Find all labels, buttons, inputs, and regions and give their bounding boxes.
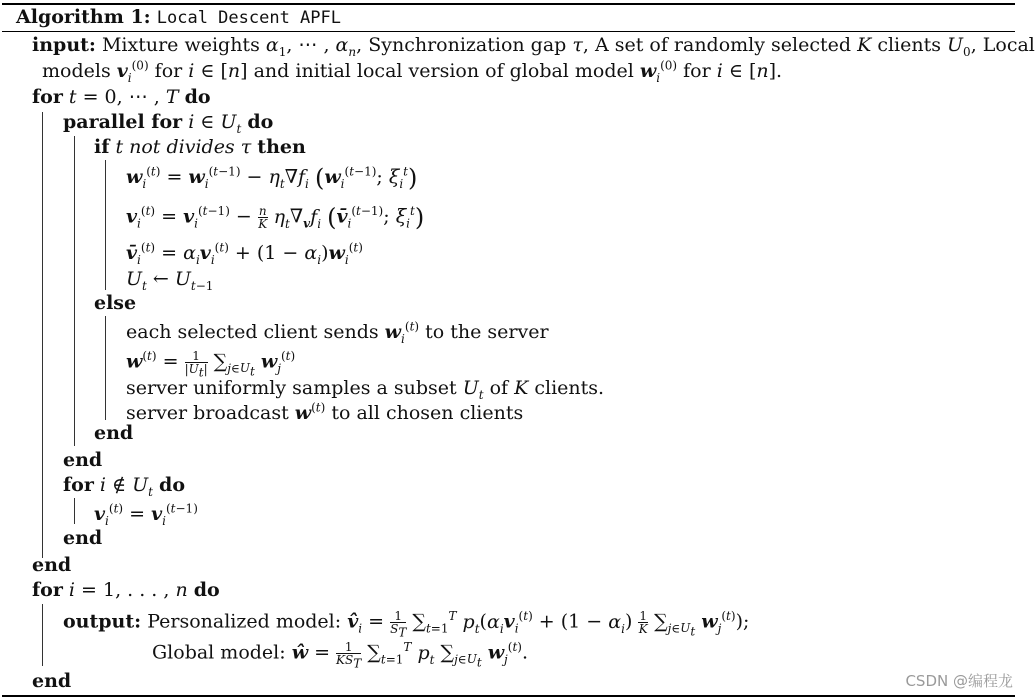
input-line-2: models $v_i^{(0)}$ for i ∈ [n] and initial local version of global model $w_i^{(0)}$ for i ∈ [n].: [42, 58, 783, 85]
else-line-1: each selected client sends $w_i^{(t)}$ to the server: [126, 319, 549, 346]
if-keyword: if: [94, 136, 110, 158]
one-over-k-fraction: $\frac{1}{K}$: [638, 609, 648, 636]
for-t-line: for t = 0, ⋯ , T do: [32, 86, 211, 108]
if-line: if t not divides τ then: [94, 136, 306, 158]
output-line-2: Global model: ŵ = $\frac{1}{KS_T}$ $\sum_{t=1}^T$ $p_t$ $\sum_{j\in U_t}$ $w_j^{(t)}$.: [152, 640, 529, 671]
one-over-u-fraction: $\frac{1}{|U_t|}$: [184, 349, 208, 380]
end-for-notin-line: [63, 527, 102, 549]
for-t-block-bar: [42, 112, 43, 558]
end-for-t-line: [32, 554, 71, 576]
input-line-1: input: Mixture weights $\alpha_1$, ⋯ , $\alpha_n$, Synchronization gap τ, A set of randomly selected K clients $U_0$, Local: [32, 34, 1035, 59]
end-keyword: end: [94, 422, 134, 444]
eq-v-copy: $v_i^{(t)} = v_i^{(t-1)}$: [94, 501, 198, 528]
one-over-st-fraction: $\frac{1}{S_T}$: [390, 609, 407, 640]
end-keyword: end: [63, 527, 103, 549]
else-line-2: $w^{(t)}$ = $\frac{1}{|U_t|}$ $\sum_{j\in U_t}$ $w_j^{(t)}$: [126, 349, 296, 380]
n-over-k-fraction: $\frac{n}{K}$: [258, 204, 268, 231]
do-keyword: do: [184, 86, 211, 108]
end-for-i-line: [32, 670, 71, 692]
bottom-rule: [2, 695, 1015, 697]
algorithm-name: Local Descent APFL: [156, 8, 341, 28]
end-parallel-line: [63, 449, 102, 471]
end-keyword: end: [32, 554, 72, 576]
input-keyword: input:: [32, 34, 96, 56]
for-notin-block-bar: [74, 498, 75, 524]
output-line-1: output: Personalized model: $v̂_i$ = $\frac{1}{S_T}$ $\sum_{t=1}^T$ $p_t(\alpha_iv_i^{(t)} + (1 - \alpha_i)$ $\frac{1}{K}$ $\sum_{j\in U_t}$ $w_j^{(t)}$);: [63, 609, 750, 640]
else-line-3: server uniformly samples a subset $U_t$ of K clients.: [126, 377, 605, 402]
else-block-bar: [105, 316, 106, 420]
for-keyword: for: [32, 86, 63, 108]
header-rule: [2, 31, 1015, 32]
one-over-kst-fraction: $\frac{1}{KS_T}$: [336, 640, 362, 671]
then-block-bar: [105, 160, 106, 290]
for-i-block-bar: [42, 604, 43, 666]
parallel-for-line: parallel for i ∈ $U_t$ do: [63, 111, 274, 136]
top-rule: [2, 3, 1015, 5]
then-keyword: then: [257, 136, 306, 158]
for-notin-line: for i ∉ $U_t$ do: [63, 474, 185, 499]
for-keyword: for: [63, 474, 94, 496]
do-keyword: do: [159, 474, 185, 496]
end-keyword: end: [63, 449, 103, 471]
for-keyword: for: [32, 579, 63, 601]
for-i-line: for i = 1, . . . , n do: [32, 579, 220, 601]
eq-u-assign: $U_t$ ← $U_{t-1}$: [126, 268, 214, 293]
output-keyword: output:: [63, 610, 142, 633]
do-keyword: do: [193, 579, 220, 601]
algorithm-label: Algorithm 1:: [16, 6, 151, 28]
eq-vbar: $v̄_i^{(t)} = \alpha_iv_i^{(t)} + (1 - \alpha_i)w_i^{(t)}$: [126, 240, 363, 267]
else-line-4: server broadcast $w^{(t)}$ to all chosen clients: [126, 400, 524, 424]
watermark: CSDN @编程龙: [905, 672, 1013, 690]
do-keyword: do: [247, 111, 274, 133]
else-keyword: else: [94, 292, 137, 314]
end-keyword: end: [32, 670, 72, 692]
parallel-block-bar: [74, 136, 75, 446]
else-line: [94, 292, 136, 314]
eq-v-update: $v_i^{(t)} = v_i^{(t-1)}$ − $\frac{n}{K}$ $\eta_t\nabla_vf_i$ ($v̄_i^{(t-1)}$; $\xi_i^t$): [126, 203, 425, 232]
eq-w-update: $w_i^{(t)} = w_i^{(t-1)} - \eta_t\nabla f_i$ ($w_i^{(t-1)}$; $\xi_i^t$): [126, 164, 418, 192]
algorithm-header: [16, 6, 341, 29]
parallel-for-keyword: parallel for: [63, 111, 183, 133]
end-if-line: [94, 422, 133, 444]
